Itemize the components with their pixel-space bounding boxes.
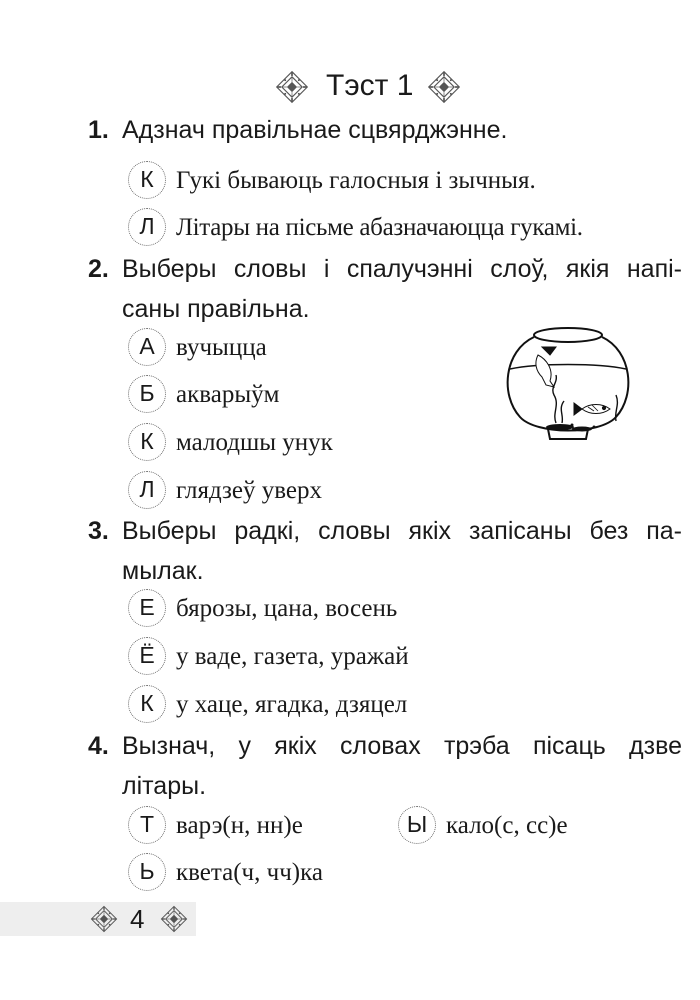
folk-ornament-icon (275, 70, 309, 104)
option-text: у хаце, ягадка, дзяцел (176, 691, 408, 718)
option-letter-badge[interactable]: Л (128, 208, 166, 246)
question-line: мылак. (122, 557, 204, 585)
option-letter-badge[interactable]: Ё (128, 637, 166, 675)
question-number: 3. (88, 517, 109, 545)
question-line: Выберы радкі, словы якіх запісаны без па- (122, 517, 682, 545)
option-text: Літары на пісьме абазначаюцца гукамі. (176, 214, 583, 241)
test-header (0, 66, 700, 110)
option-text: акварыўм (176, 381, 280, 408)
question-line: Выберы словы і спалучэнні слоў, якія напі- (122, 255, 682, 283)
option-letter-badge[interactable]: Т (128, 806, 166, 844)
option-letter-badge[interactable]: Ы (398, 806, 436, 844)
test-title: Тэст 1 (326, 69, 414, 102)
option-letter-badge[interactable]: А (128, 328, 166, 366)
question-text (122, 511, 682, 591)
option-text: вучыцца (176, 334, 267, 361)
question-text (122, 726, 682, 806)
option-letter-badge[interactable]: К (128, 161, 166, 199)
question-text (122, 110, 682, 150)
option-text: глядзеў уверх (176, 477, 322, 504)
option-letter-badge[interactable]: Б (128, 375, 166, 413)
question-line: Адзнач правільнае сцвярджэнне. (122, 116, 508, 144)
option-letter-badge[interactable]: Л (128, 471, 166, 509)
option-letter-badge[interactable]: К (128, 423, 166, 461)
fishbowl-icon (498, 325, 638, 445)
option-text: бярозы, цана, восень (176, 595, 398, 622)
option-text: варэ(н, нн)е (176, 812, 303, 839)
folk-ornament-icon (160, 905, 188, 933)
page-number: 4 (130, 904, 145, 934)
folk-ornament-icon (427, 70, 461, 104)
question-line: Вызнач, у якіх словах трэба пісаць дзве (122, 732, 682, 760)
option-text: кало(с, сс)е (446, 812, 568, 839)
folk-ornament-icon (90, 905, 118, 933)
question-line: саны правільна. (122, 295, 310, 323)
option-text: Гукі бываюць галосныя і зычныя. (176, 167, 536, 194)
option-text: у ваде, газета, уражай (176, 643, 409, 670)
option-text: квета(ч, чч)ка (176, 859, 323, 886)
option-text: малодшы унук (176, 429, 333, 456)
question-line: літары. (122, 772, 207, 800)
question-number: 2. (88, 255, 109, 283)
option-letter-badge[interactable]: Ь (128, 853, 166, 891)
question-number: 4. (88, 732, 109, 760)
question-text (122, 249, 682, 329)
question-number: 1. (88, 116, 109, 144)
option-letter-badge[interactable]: Е (128, 589, 166, 627)
option-letter-badge[interactable]: К (128, 685, 166, 723)
